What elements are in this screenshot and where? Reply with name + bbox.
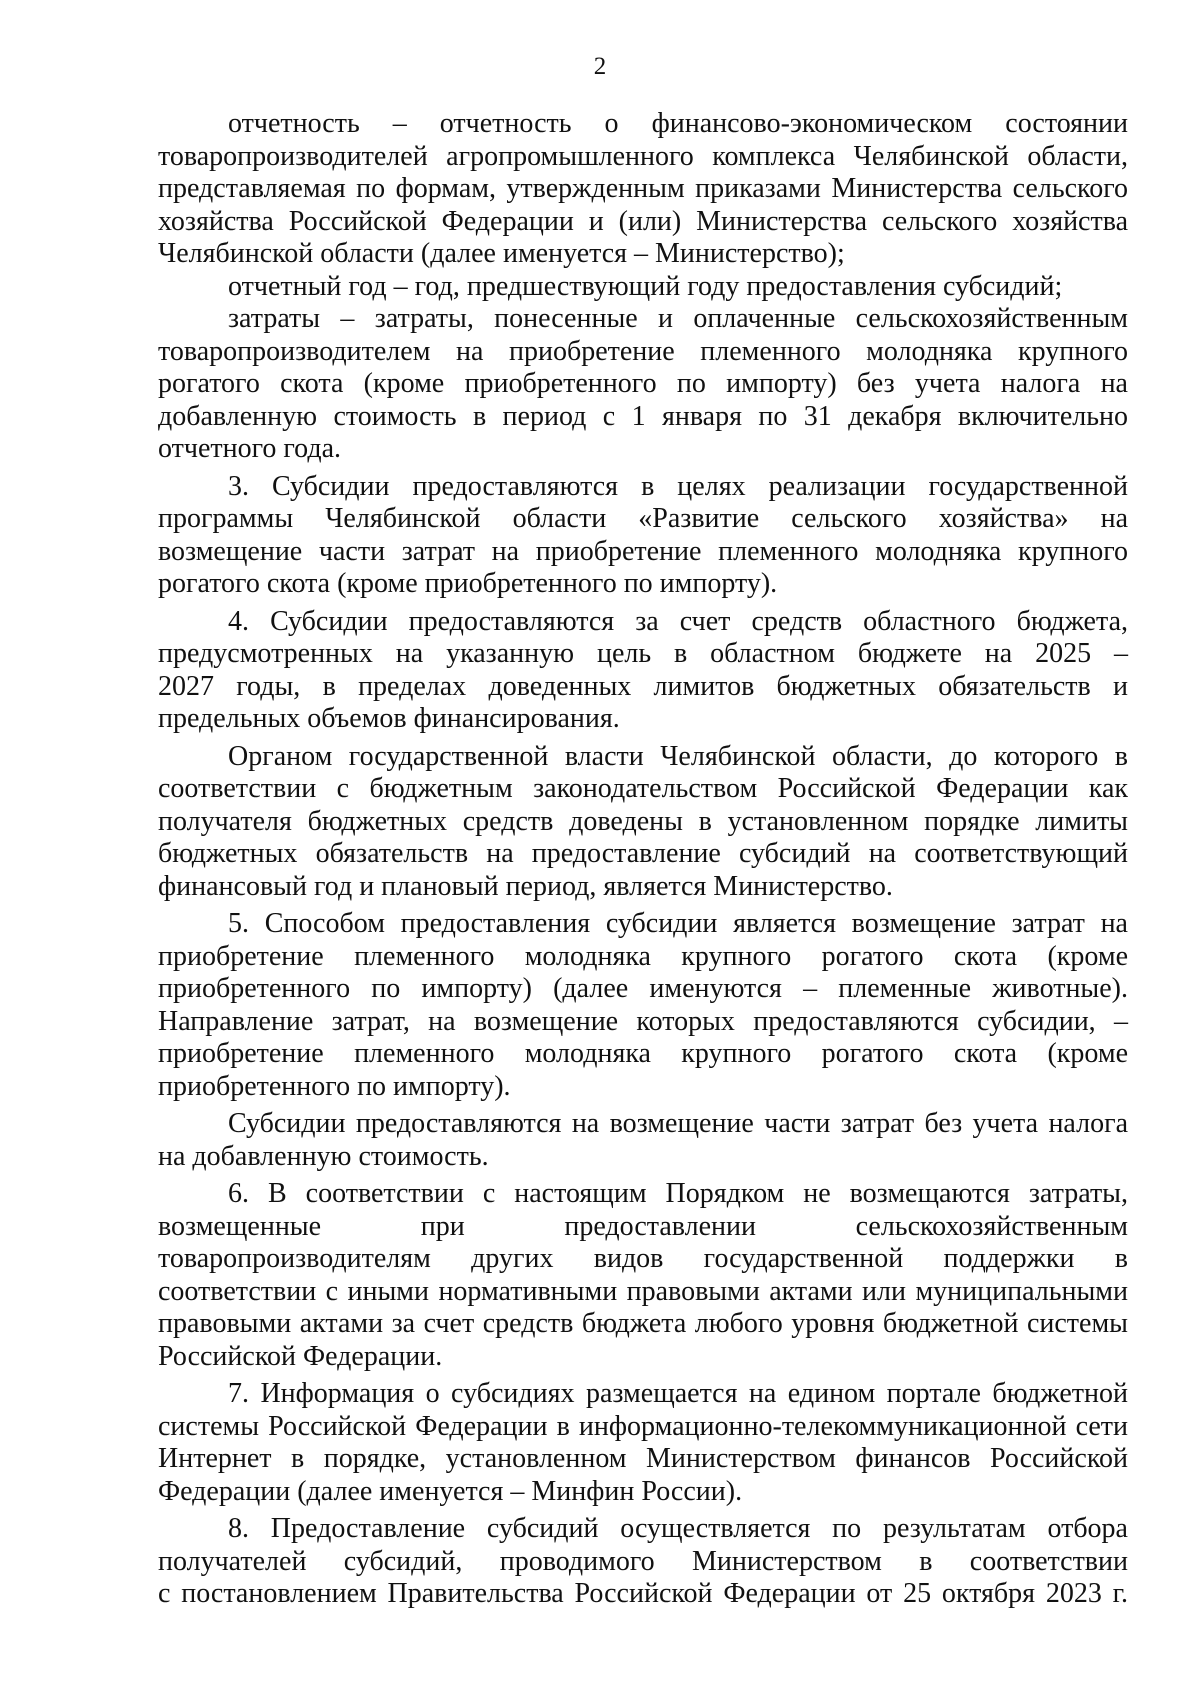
text-line: рогатого скота (кроме приобретенного по импорту) без учета налога на	[158, 368, 1128, 399]
text-line: товаропроизводителем на приобретение племенного молодняка крупного	[158, 335, 1128, 367]
text-line: 6. В соответствии с настоящим Порядком не возмещаются затраты,	[228, 1178, 1128, 1209]
text-line: правовыми актами за счет средств бюджета любого уровня бюджетной системы	[158, 1308, 1128, 1339]
text-line: приобретенного по импорту) (далее именуются – племенные животные).	[158, 973, 1128, 1004]
text-line: отчетного года.	[158, 433, 342, 464]
paragraph	[158, 471, 1128, 601]
paragraph	[158, 108, 1128, 271]
text-line: представляемая по формам, утвержденным приказами Министерства сельского	[158, 173, 1128, 204]
text-line: предельных объемов финансирования.	[158, 703, 620, 734]
text-line: затраты – затраты, понесенные и оплаченные сельскохозяйственным	[228, 303, 1128, 334]
text-line: Интернет в порядке, установленном Министерством финансов Российской	[158, 1443, 1128, 1474]
text-line: приобретение племенного молодняка крупного рогатого скота (кроме	[158, 940, 1128, 972]
text-line: получателя бюджетных средств доведены в установленном порядке лимиты	[158, 805, 1128, 837]
text-line: Направление затрат, на возмещение которых предоставляются субсидии, –	[158, 1005, 1128, 1037]
paragraph	[158, 741, 1128, 904]
text-line: 4. Субсидии предоставляются за счет средств областного бюджета,	[228, 605, 1128, 637]
text-line: Органом государственной власти Челябинской области, до которого в	[228, 740, 1128, 772]
text-line: на добавленную стоимость.	[158, 1140, 489, 1172]
text-line: отчетный год – год, предшествующий году предоставления субсидий;	[228, 270, 1063, 302]
text-line: 5. Способом предоставления субсидии является возмещение затрат на	[228, 908, 1128, 939]
paragraph	[158, 1178, 1128, 1373]
text-line: Челябинской области (далее именуется – Министерство);	[158, 238, 845, 269]
text-line: товаропроизводителям других видов государственной поддержки в	[158, 1243, 1128, 1274]
text-line: добавленную стоимость в период с 1 января по 31 декабря включительно	[158, 400, 1128, 432]
text-line: рогатого скота (кроме приобретенного по импорту).	[158, 568, 778, 599]
page-number: 2	[593, 53, 607, 80]
paragraph	[158, 303, 1128, 466]
paragraph	[158, 1108, 1128, 1173]
text-line: 7. Информация о субсидиях размещается на едином портале бюджетной	[228, 1378, 1128, 1409]
text-line: получателей субсидий, проводимого Министерством в соответствии	[158, 1545, 1128, 1577]
text-line: соответствии с иными нормативными правовыми актами или муниципальными	[158, 1275, 1128, 1307]
text-line: с постановлением Правительства Российской Федерации от 25 октября 2023 г.	[158, 1578, 1128, 1609]
text-line: товаропроизводителей агропромышленного комплекса Челябинской области,	[158, 140, 1128, 172]
text-line: соответствии с бюджетным законодательством Российской Федерации как	[158, 773, 1128, 804]
text-line: отчетность – отчетность о финансово-экономическом состоянии	[228, 108, 1128, 139]
text-line: возмещенные при предоставлении сельскохозяйственным	[158, 1210, 1128, 1242]
text-line: 2027 годы, в пределах доведенных лимитов бюджетных обязательств и	[158, 670, 1128, 702]
text-line: 8. Предоставление субсидий осуществляется по результатам отбора	[228, 1513, 1128, 1544]
text-line: хозяйства Российской Федерации и (или) Министерства сельского хозяйства	[158, 205, 1128, 237]
text-line: Федерации (далее именуется – Минфин России).	[158, 1475, 743, 1507]
text-line: финансовый год и плановый период, является Министерство.	[158, 870, 893, 902]
text-line: приобретенного по импорту).	[158, 1070, 511, 1102]
paragraph	[158, 606, 1128, 736]
text-line: программы Челябинской области «Развитие сельского хозяйства» на	[158, 503, 1128, 534]
text-line: предусмотренных на указанную цель в областном бюджете на 2025 –	[158, 638, 1128, 669]
text-line: возмещение части затрат на приобретение племенного молодняка крупного	[158, 535, 1128, 567]
document-body	[158, 108, 1128, 1611]
text-line: Субсидии предоставляются на возмещение части затрат без учета налога	[228, 1108, 1128, 1139]
paragraph	[158, 1378, 1128, 1508]
text-line: 3. Субсидии предоставляются в целях реализации государственной	[228, 470, 1128, 502]
paragraph	[158, 1513, 1128, 1611]
paragraph	[158, 271, 1128, 304]
text-line: Российской Федерации.	[158, 1340, 443, 1372]
text-line: системы Российской Федерации в информационно-телекоммуникационной сети	[158, 1410, 1128, 1442]
text-line: приобретение племенного молодняка крупного рогатого скота (кроме	[158, 1038, 1128, 1069]
text-line: бюджетных обязательств на предоставление субсидий на соответствующий	[158, 838, 1128, 869]
paragraph	[158, 908, 1128, 1103]
